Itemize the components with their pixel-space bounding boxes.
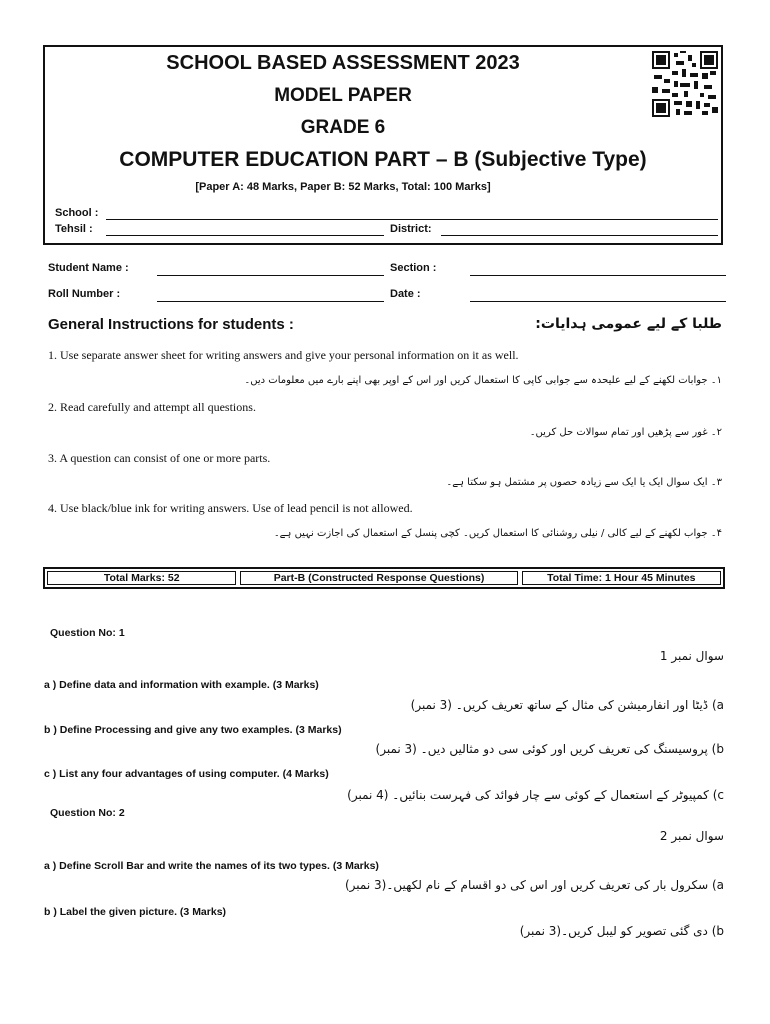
section-field[interactable]: [470, 275, 726, 276]
question-2b-ur: b) دی گئی تصویر کو لیبل کریں۔(3 نمبر): [519, 924, 724, 938]
district-field[interactable]: [441, 235, 718, 236]
paper-info-bar: [43, 567, 725, 589]
question-2-urdu-label: سوال نمبر 2: [659, 829, 724, 843]
instruction-2-en: 2. Read carefully and attempt all questions.: [48, 400, 256, 414]
question-1c-ur: c) کمپیوٹر کے استعمال کے کوئی سے چار فوائد کی فہرست بنائیں۔ (4 نمبر): [347, 788, 724, 802]
school-field[interactable]: [106, 219, 718, 220]
title-subject: COMPUTER EDUCATION PART – B (Subjective Type): [119, 148, 647, 171]
instruction-3-ur: ۳۔ ایک سوال ایک یا ایک سے زیادہ حصوں پر مشتمل ہو سکتا ہے۔: [446, 477, 722, 488]
part-cell: Part-B (Constructed Response Questions): [240, 571, 517, 585]
instructions-heading-urdu: طلبا کے لیے عمومی ہدایات:: [535, 316, 722, 332]
question-1b-en: b ) Define Processing and give any two examples. (3 Marks): [44, 724, 342, 736]
title-model-paper: MODEL PAPER: [274, 85, 412, 106]
marks-distribution: [Paper A: 48 Marks, Paper B: 52 Marks, Total: 100 Marks]: [195, 181, 491, 193]
date-label: Date :: [390, 288, 421, 300]
qr-code-icon: [652, 51, 718, 117]
question-1a-ur: a) ڈیٹا اور انفارمیشن کی مثال کے ساتھ تعریف کریں۔ (3 نمبر): [410, 698, 724, 712]
title-grade: GRADE 6: [300, 117, 386, 138]
school-label: School :: [55, 207, 99, 219]
question-1-label: Question No: 1: [50, 627, 125, 639]
total-marks-cell: Total Marks: 52: [47, 571, 236, 585]
title-assessment: SCHOOL BASED ASSESSMENT 2023: [166, 52, 520, 74]
instruction-1-ur: ۱۔ جوابات لکھنے کے لیے علیحدہ سے جوابی کاپی کا استعمال کریں اور اس کے اوپر بھی اپنے بارے میں معلومات دیں۔: [244, 375, 722, 386]
tehsil-label: Tehsil :: [55, 223, 93, 235]
roll-number-label: Roll Number :: [48, 288, 121, 300]
instructions-heading: General Instructions for students :: [48, 316, 294, 333]
instruction-4-en: 4. Use black/blue ink for writing answers. Use of lead pencil is not allowed.: [48, 501, 413, 515]
district-label: District:: [390, 223, 432, 235]
question-2a-en: a ) Define Scroll Bar and write the names of its two types. (3 Marks): [44, 860, 379, 872]
question-1c-en: c ) List any four advantages of using computer. (4 Marks): [44, 768, 329, 780]
section-label: Section :: [390, 262, 437, 274]
question-2a-ur: a) سکرول بار کی تعریف کریں اور اس کی دو اقسام کے نام لکھیں۔(3 نمبر): [344, 878, 724, 892]
roll-number-field[interactable]: [157, 301, 384, 302]
date-field[interactable]: [470, 301, 726, 302]
instruction-2-ur: ۲۔ غور سے پڑھیں اور تمام سوالات حل کریں۔: [529, 427, 722, 438]
instruction-1-en: 1. Use separate answer sheet for writing answers and give your personal information on it as well.: [48, 348, 519, 362]
student-name-label: Student Name :: [48, 262, 129, 274]
question-1a-en: a ) Define data and information with example. (3 Marks): [44, 679, 319, 691]
question-2b-en: b ) Label the given picture. (3 Marks): [44, 906, 227, 918]
tehsil-field[interactable]: [106, 235, 384, 236]
question-1-urdu-label: سوال نمبر 1: [659, 649, 724, 663]
instruction-3-en: 3. A question can consist of one or more parts.: [48, 451, 271, 465]
question-1b-ur: b) پروسیسنگ کی تعریف کریں اور کوئی سی دو مثالیں دیں۔ (3 نمبر): [375, 742, 724, 756]
instruction-4-ur: ۴۔ جواب لکھنے کے لیے کالی / نیلی روشنائی کا استعمال کریں۔ کچی پنسل کے استعمال کی اجازت نہیں ہے۔: [273, 528, 722, 539]
student-name-field[interactable]: [157, 275, 384, 276]
question-2-label: Question No: 2: [50, 807, 125, 819]
header-box: [43, 45, 723, 245]
total-time-cell: Total Time: 1 Hour 45 Minutes: [522, 571, 721, 585]
